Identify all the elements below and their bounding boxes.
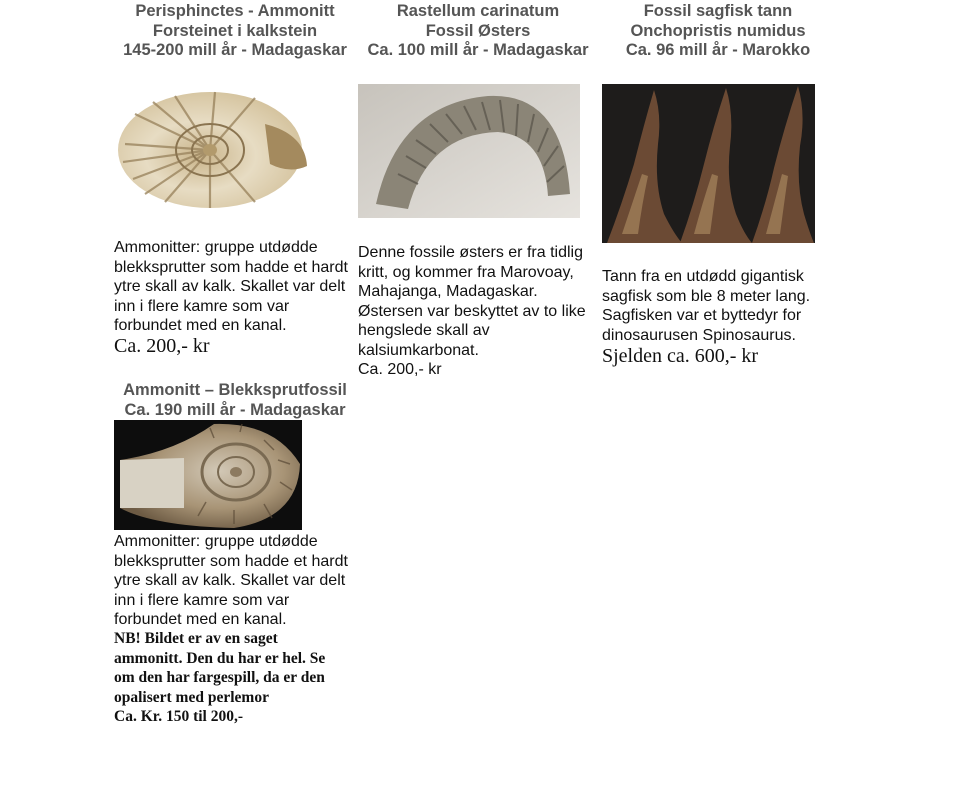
description-line: blekksprutter som hadde et hardt [114,552,348,570]
heading-line: Rastellum carinatum [396,2,560,20]
description-line: dinosaurusen Spinosaurus. [602,326,796,344]
heading-line: Fossil Østers [425,21,531,40]
item-description [602,267,810,345]
note-line: om den har fargespill, da er den [114,669,325,686]
note-line: NB! Bildet er av en saget [114,630,278,647]
description-line: sagfisk som ble 8 meter lang. [602,287,811,305]
description-line: Sagfisken var et byttedyr for [602,307,802,324]
heading-line: Forsteinet i kalkstein [152,21,318,40]
note-line: Ca. Kr. 150 til 200,- [114,708,244,725]
description-line: Ammonitter: gruppe utdødde [114,239,318,256]
note-line: opalisert med perlemor [114,688,269,706]
heading-line: Perisphinctes - Ammonitt [135,2,335,20]
cut-ammonite-photo [114,420,302,530]
ammonite-fossil-photo [115,84,313,212]
heading-line: Fossil sagfisk tann [643,2,793,20]
description-line: inn i flere kamre som var [114,591,290,609]
description-line: Tann fra en utdødd gigantisk [602,268,804,285]
note-line: ammonitt. Den du har er hel. Se [114,649,326,667]
description-line: Mahajanga, Madagaskar. [358,283,538,300]
item-heading [602,2,834,61]
heading-line: Ca. 96 mill år - Marokko [625,41,811,59]
description-line: Østersen var beskyttet av to like [358,302,586,320]
item-heading [115,2,355,61]
item-heading [115,381,355,420]
description-line: Ammonitter: gruppe utdødde [114,533,318,550]
description-line: forbundet med en kanal. [114,611,287,628]
description-line: Ca. 200,- kr [358,361,442,378]
heading-line: Ammonitt – Blekksprutfossil [123,381,347,399]
heading-line: Ca. 100 mill år - Madagaskar [367,41,589,59]
description-line: ytre skall av kalk. Skallet var delt [114,278,346,295]
item-description [114,532,348,630]
description-line: inn i flere kamre som var [114,297,290,315]
description-line: Denne fossile østers er fra tidlig [358,244,583,261]
description-line: hengslede skall av [358,322,490,339]
item-price: Sjelden ca. 600,- kr [602,345,759,367]
description-line: ytre skall av kalk. Skallet var delt [114,572,346,589]
sawfish-teeth-photo [602,84,815,243]
fossil-oyster-photo [358,84,580,218]
item-description [114,238,348,336]
item-note [114,629,325,727]
item-price: Ca. 200,- kr [114,335,210,357]
heading-line: Ca. 190 mill år - Madagaskar [124,400,346,419]
heading-line: Onchopristis numidus [630,21,806,40]
description-line: forbundet med en kanal. [114,317,287,334]
description-line: kritt, og kommer fra Marovoay, [358,263,574,281]
heading-line: 145-200 mill år - Madagaskar [123,41,347,59]
item-description [358,243,586,380]
description-line: kalsiumkarbonat. [358,341,479,359]
description-line: blekksprutter som hadde et hardt [114,258,348,276]
item-heading [362,2,594,61]
